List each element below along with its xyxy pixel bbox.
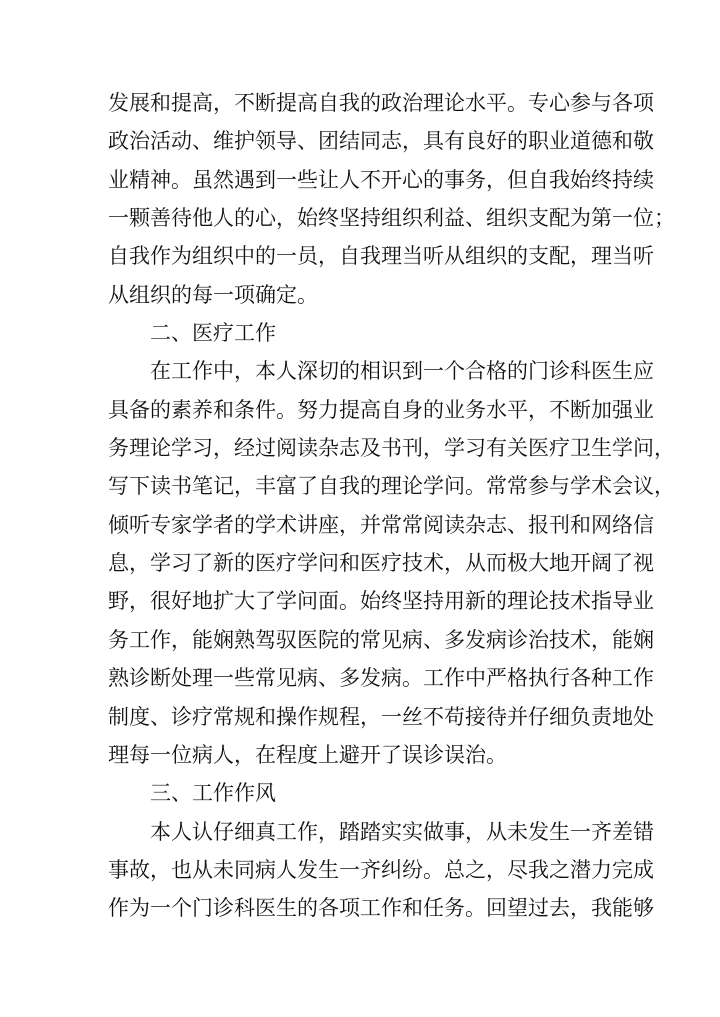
text-line: 二、医疗工作 [150, 321, 276, 346]
text-line: 具备的素养和条件。努力提高自身的业务水平，不断加强业 [108, 397, 654, 422]
text-line: 从组织的每一项确定。 [108, 282, 318, 307]
text-line: 熟诊断处理一些常见病、多发病。工作中严格执行各种工作 [108, 666, 654, 691]
text-line: 理每一位病人，在程度上避开了误诊误治。 [108, 742, 507, 767]
text-line: 息，学习了新的医疗学问和医疗技术，从而极大地开阔了视 [108, 551, 654, 576]
text-line: 事故，也从未同病人发生一齐纠纷。总之，尽我之潜力完成 [108, 857, 654, 882]
text-line: 制度、诊疗常规和操作规程，一丝不苟接待并仔细负责地处 [108, 704, 654, 729]
text-line: 三、工作作风 [150, 781, 276, 806]
text-line: 写下读书笔记，丰富了自我的理论学问。常常参与学术会议， [108, 474, 675, 499]
text-line: 作为一个门诊科医生的各项工作和任务。回望过去，我能够 [108, 896, 654, 921]
text-line: 自我作为组织中的一员，自我理当听从组织的支配，理当听 [108, 244, 654, 269]
text-line: 务工作，能娴熟驾驭医院的常见病、多发病诊治技术，能娴 [108, 627, 654, 652]
text-line: 业精神。虽然遇到一些让人不开心的事务，但自我始终持续 [108, 167, 654, 192]
text-line: 本人认仔细真工作，踏踏实实做事，从未发生一齐差错 [150, 819, 654, 844]
text-line: 务理论学习，经过阅读杂志及书刊，学习有关医疗卫生学问， [108, 436, 675, 461]
text-line: 政治活动、维护领导、团结同志，具有良好的职业道德和敬 [108, 129, 654, 154]
text-line: 一颗善待他人的心，始终坚持组织利益、组织支配为第一位； [108, 206, 675, 231]
text-line: 发展和提高，不断提高自我的政治理论水平。专心参与各项 [108, 91, 654, 115]
text-line: 倾听专家学者的学术讲座，并常常阅读杂志、报刊和网络信 [108, 512, 654, 537]
text-line: 野，很好地扩大了学问面。始终坚持用新的理论技术指导业 [108, 589, 654, 614]
body-text [108, 84, 675, 928]
text-line: 在工作中，本人深切的相识到一个合格的门诊科医生应 [150, 359, 654, 384]
